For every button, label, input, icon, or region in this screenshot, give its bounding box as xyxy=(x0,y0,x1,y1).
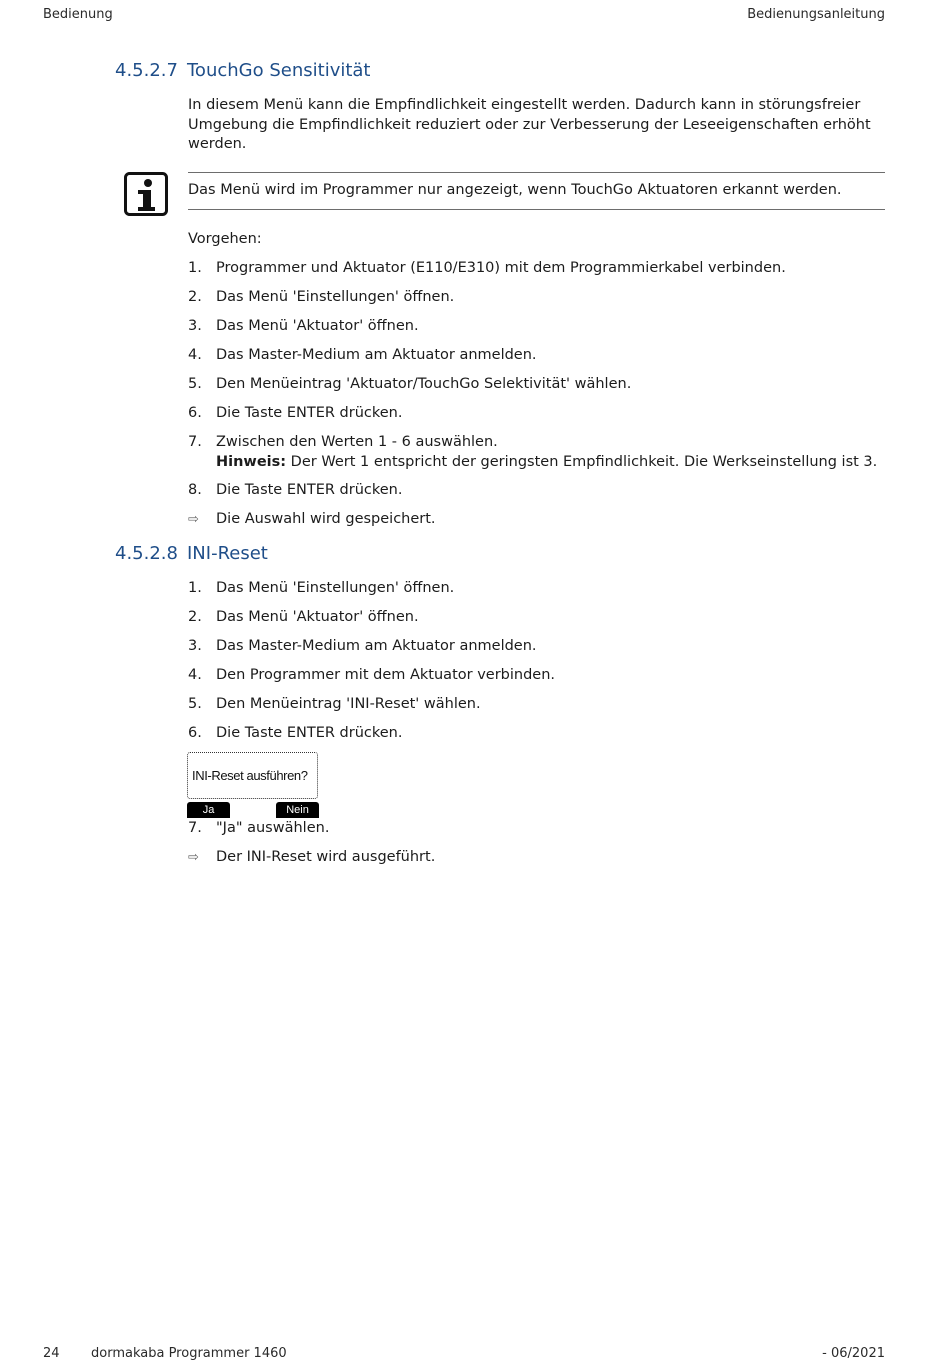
section-number: 4.5.2.8 xyxy=(115,543,178,564)
list-item: 1. Programmer und Aktuator (E110/E310) mit dem Programmierkabel verbinden. xyxy=(188,260,786,276)
list-item: 2. Das Menü 'Aktuator' öffnen. xyxy=(188,609,419,625)
list-item: 4. Den Programmer mit dem Aktuator verbinden. xyxy=(188,667,556,683)
header-document-title: Bedienungsanleitung xyxy=(747,7,885,22)
device-display-screen xyxy=(187,752,318,799)
section-heading-ini-reset xyxy=(115,543,268,564)
display-prompt: INI-Reset ausführen? xyxy=(192,768,308,783)
note-text: Das Menü wird im Programmer nur angezeigt, wenn TouchGo Aktuatoren erkannt werden. xyxy=(188,182,842,198)
note-top-rule xyxy=(188,172,885,173)
footer-date: - 06/2021 xyxy=(822,1346,885,1361)
list-item: 7. Zwischen den Werten 1 - 6 auswählen. Hinweis: Der Wert 1 entspricht der geringsten Empfindlichkeit. Die Werkseinstellung ist 3. xyxy=(188,434,878,470)
info-icon xyxy=(124,172,168,216)
section-number: 4.5.2.7 xyxy=(115,60,178,81)
list-item: 6. Die Taste ENTER drücken. xyxy=(188,405,403,421)
section-title: TouchGo Sensitivität xyxy=(187,60,371,81)
intro-paragraph: In diesem Menü kann die Empfindlichkeit eingestellt werden. Dadurch kann in störungsfreier Umgebung die Empfindlichkeit reduziert oder zur Verbesserung der Leseeigenschaften erhöht werden. xyxy=(188,97,871,152)
list-item: 7. "Ja" auswählen. xyxy=(188,820,330,836)
footer-product-title: dormakaba Programmer 1460 xyxy=(91,1346,287,1361)
list-item: 2. Das Menü 'Einstellungen' öffnen. xyxy=(188,289,455,305)
footer-page-number: 24 xyxy=(43,1346,60,1361)
header-chapter: Bedienung xyxy=(43,7,113,22)
hint-label: Hinweis: xyxy=(216,453,287,470)
list-item: 5. Den Menüeintrag 'Aktuator/TouchGo Selektivität' wählen. xyxy=(188,376,632,392)
result-item: ⇨ Der INI-Reset wird ausgeführt. xyxy=(188,848,888,868)
note-bottom-rule xyxy=(188,209,885,210)
list-item: 4. Das Master-Medium am Aktuator anmelden. xyxy=(188,347,537,363)
list-item: 5. Den Menüeintrag 'INI-Reset' wählen. xyxy=(188,696,481,712)
result-arrow-icon: ⇨ xyxy=(188,850,199,865)
list-item: 3. Das Master-Medium am Aktuator anmelden. xyxy=(188,638,537,654)
softkey-no: Nein xyxy=(276,802,319,818)
section-heading-touchgo xyxy=(115,60,371,81)
result-item: ⇨ Die Auswahl wird gespeichert. xyxy=(188,510,888,530)
hint-text: Der Wert 1 entspricht der geringsten Empfindlichkeit. Die Werkseinstellung ist 3. xyxy=(286,453,878,470)
section-title: INI-Reset xyxy=(187,543,268,564)
list-item: 3. Das Menü 'Aktuator' öffnen. xyxy=(188,318,419,334)
list-item: 8. Die Taste ENTER drücken. xyxy=(188,482,403,498)
result-arrow-icon: ⇨ xyxy=(188,512,199,527)
softkey-yes: Ja xyxy=(187,802,230,818)
procedure-label: Vorgehen: xyxy=(188,231,262,247)
list-item: 6. Die Taste ENTER drücken. xyxy=(188,725,403,741)
list-item: 1. Das Menü 'Einstellungen' öffnen. xyxy=(188,580,455,596)
